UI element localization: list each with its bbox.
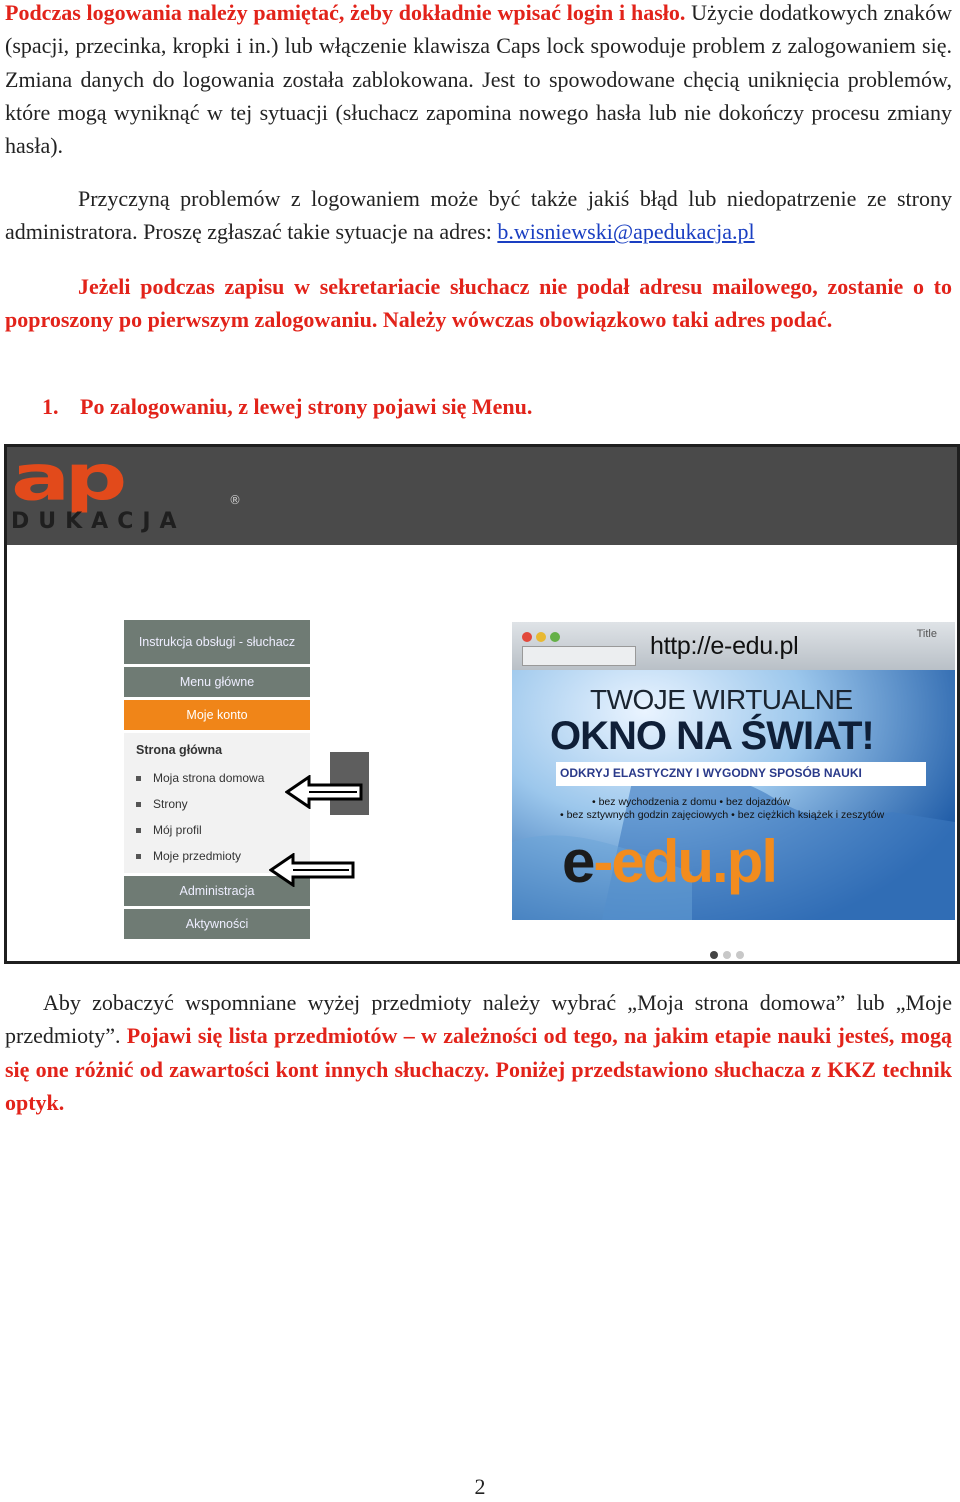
step-1-heading <box>42 390 942 423</box>
nav-item-label: Mój profil <box>153 823 202 837</box>
url-text[interactable]: http://e-edu.pl <box>650 632 799 660</box>
bullet-icon <box>136 828 141 833</box>
banner-line-1: TWOJE WIRTUALNE <box>590 684 853 715</box>
step-text: Po zalogowaniu, z lewej strony pojawi się Menu. <box>80 394 533 419</box>
page-number: 2 <box>474 1474 486 1499</box>
embedded-screenshot <box>4 444 960 964</box>
admin-email-link[interactable]: b.wisniewski@apedukacja.pl <box>497 219 755 245</box>
carousel-dots[interactable] <box>710 939 749 964</box>
subjects-info-bold: Pojawi się lista przedmiotów – w zależności od tego, na jakim etapie nauki jesteś, mogą się one różnić od zawartości kont innych słuchaczy. Poniżej przedstawiono słuchacza z KKZ technik optyk. <box>5 1023 952 1115</box>
nav-buttons[interactable] <box>522 646 636 666</box>
side-menu <box>124 620 310 942</box>
nav-item-profile[interactable] <box>136 817 310 843</box>
nav-item-pages[interactable] <box>136 791 310 817</box>
tab-title: Title <box>916 628 937 640</box>
paragraph-email-required: Jeżeli podczas zapisu w sekretariacie słuchacz nie podał adresu mailowego, zostanie o to poproszony po pierwszym zalogowaniu. Należy wówczas obowiązkowo taki adres podać. <box>5 274 952 333</box>
nav-item-label: Moje przedmioty <box>153 849 242 863</box>
bullet-icon <box>136 854 141 859</box>
banner-bullets-2: • bez sztywnych godzin zajęciowych • bez ciężkich książek i zeszytów <box>560 809 885 821</box>
arrow-left-icon <box>285 775 363 809</box>
banner-line-2: OKNO NA ŚWIAT! <box>550 714 874 758</box>
admin-errors-text: Przyczyną problemów z logowaniem może być także jakiś błąd lub niedopatrzenie ze strony administratora. Proszę zgłaszać takie sytuacje na adres: <box>5 186 952 245</box>
menu-my-account-button[interactable]: Moje konto <box>124 700 310 730</box>
bullet-icon <box>136 776 141 781</box>
nav-item-label: Moja strona domowa <box>153 771 265 785</box>
nav-item-home[interactable] <box>136 765 310 791</box>
paragraph-subjects-info <box>5 986 952 1119</box>
nav-title[interactable]: Strona główna <box>136 743 223 757</box>
logo-ap: ap <box>11 444 122 515</box>
promo-banner[interactable] <box>512 622 955 920</box>
menu-admin-button[interactable]: Administracja <box>124 876 310 906</box>
logo-domain: -edu.pl <box>593 828 777 895</box>
maximize-dot-icon[interactable] <box>550 632 560 642</box>
login-warning-text: Użycie dodatkowych znaków (spacji, przecinka, kropki i in.) lub włączenie klawisza Caps lock spowoduje problem z zalogowaniem się. Zmiana danych do logowania została zablokowana. Jest to spowodowane chęcią uniknięcia problemów, które mogą wyniknąć w tej sytuacji (słuchacz zapomina nowego hasła lub nie dokończy procesu zmiany hasła). <box>5 0 952 159</box>
banner-tagline: ODKRYJ ELASTYCZNY I WYGODNY SPOSÓB NAUKI <box>560 766 862 780</box>
paragraph-login-warning <box>5 0 952 162</box>
logo-e: e <box>562 828 594 895</box>
logo-subtitle: DUKACJA <box>11 509 186 534</box>
logo-registered-mark: ® <box>229 493 241 507</box>
bullet-icon <box>136 802 141 807</box>
e-edu-logo <box>562 827 776 896</box>
site-header <box>7 444 957 545</box>
browser-toolbar <box>512 622 955 670</box>
subjects-info-text: Aby zobaczyć wspomniane wyżej przedmioty należy wybrać „Moja strona domowa” lub „Moje przedmioty”. <box>5 990 952 1049</box>
menu-instructions-button[interactable]: Instrukcja obsługi - słuchacz <box>124 620 310 664</box>
close-dot-icon[interactable] <box>522 632 532 642</box>
menu-main-button[interactable]: Menu główne <box>124 667 310 697</box>
nav-item-label: Strony <box>153 797 188 811</box>
menu-activity-button[interactable]: Aktywności <box>124 909 310 939</box>
step-number: 1. <box>42 394 59 419</box>
banner-bullets-1: • bez wychodzenia z domu • bez dojazdów <box>592 796 791 808</box>
arrow-left-icon <box>269 853 355 887</box>
paragraph-admin-errors <box>5 182 952 249</box>
carousel-dot-icon[interactable] <box>710 951 718 959</box>
nav-panel <box>124 733 310 873</box>
carousel-dot-icon[interactable] <box>736 951 744 959</box>
login-warning-bold: Podczas logowania należy pamiętać, żeby dokładnie wpisać login i hasło. <box>5 0 686 25</box>
carousel-dot-icon[interactable] <box>723 951 731 959</box>
minimize-dot-icon[interactable] <box>536 632 546 642</box>
